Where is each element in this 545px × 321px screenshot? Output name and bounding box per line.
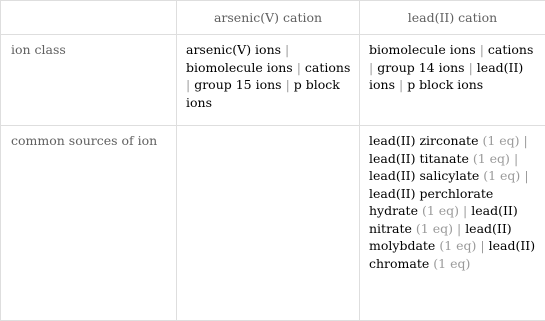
cell-sources-lead bbox=[360, 126, 545, 321]
list-item: group 14 ions bbox=[377, 60, 464, 75]
list-item: arsenic(V) ions bbox=[186, 42, 281, 57]
column-header-arsenic: arsenic(V) cation bbox=[177, 1, 360, 35]
separator: | bbox=[463, 203, 467, 218]
separator: | bbox=[186, 77, 190, 92]
separator: | bbox=[514, 151, 518, 166]
separator: | bbox=[286, 77, 290, 92]
quantity-label: (1 eq) bbox=[439, 238, 476, 253]
quantity-label: (1 eq) bbox=[473, 151, 510, 166]
list-item: cations bbox=[488, 42, 533, 57]
quantity-label: (1 eq) bbox=[483, 168, 520, 183]
separator: | bbox=[457, 221, 461, 236]
list-item: lead(II) chromate bbox=[369, 238, 535, 271]
list-item: lead(II) molybdate bbox=[369, 221, 512, 254]
quantity-label: (1 eq) bbox=[482, 133, 519, 148]
separator: | bbox=[297, 60, 301, 75]
separator: | bbox=[480, 42, 484, 57]
quantity-label: (1 eq) bbox=[433, 256, 470, 271]
separator: | bbox=[524, 133, 528, 148]
list-item: p block ions bbox=[407, 77, 483, 92]
list-item: cations bbox=[305, 60, 350, 75]
row-label-ion-class: ion class bbox=[1, 35, 177, 126]
header-corner bbox=[1, 1, 177, 35]
list-item: biomolecule ions bbox=[369, 42, 476, 57]
list-item: group 15 ions bbox=[194, 77, 281, 92]
list-item: lead(II) nitrate bbox=[369, 203, 518, 236]
column-header-lead: lead(II) cation bbox=[360, 1, 545, 35]
list-item: lead(II) ions bbox=[369, 60, 523, 93]
separator: | bbox=[480, 238, 484, 253]
separator: | bbox=[399, 77, 403, 92]
separator: | bbox=[524, 168, 528, 183]
table-row bbox=[1, 126, 545, 321]
cell-ion-class-arsenic bbox=[177, 35, 360, 126]
separator: | bbox=[469, 60, 473, 75]
quantity-label: (1 eq) bbox=[416, 221, 453, 236]
list-item: lead(II) salicylate bbox=[369, 168, 479, 183]
table-row bbox=[1, 35, 545, 126]
list-item: lead(II) perchlorate hydrate bbox=[369, 186, 493, 219]
cell-ion-class-lead bbox=[360, 35, 545, 126]
list-item: p block ions bbox=[186, 77, 340, 110]
list-item: biomolecule ions bbox=[186, 60, 293, 75]
header-row bbox=[1, 1, 545, 35]
list-item: lead(II) titanate bbox=[369, 151, 469, 166]
separator: | bbox=[369, 60, 373, 75]
cell-sources-arsenic bbox=[177, 126, 360, 321]
list-item: lead(II) zirconate bbox=[369, 133, 478, 148]
quantity-label: (1 eq) bbox=[422, 203, 459, 218]
row-label-common-sources: common sources of ion bbox=[1, 126, 177, 321]
separator: | bbox=[285, 42, 289, 57]
